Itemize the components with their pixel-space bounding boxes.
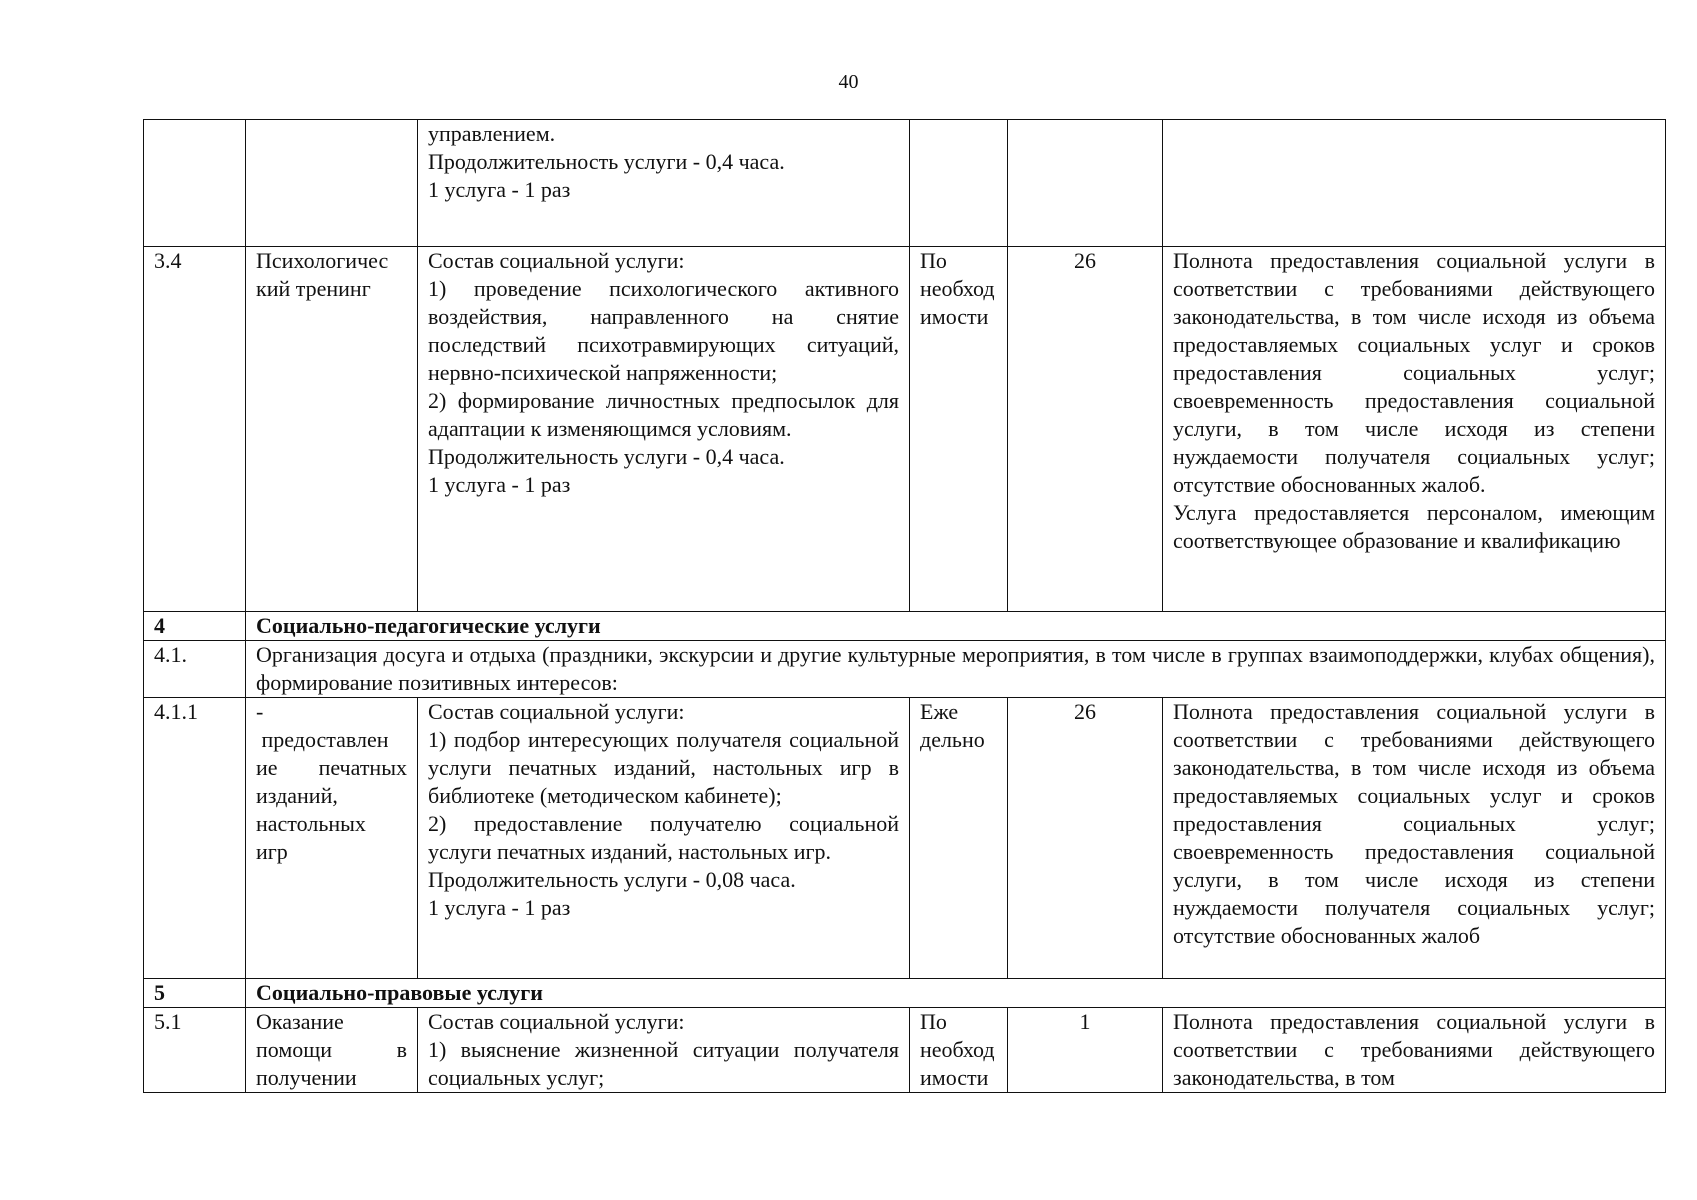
cell-term bbox=[1008, 120, 1163, 247]
table-row-4-1-1 bbox=[144, 698, 1666, 979]
description-line: 1 услуга - 1 раз bbox=[428, 177, 571, 202]
frequency-line: дельно bbox=[920, 727, 985, 752]
cell-num bbox=[144, 120, 246, 247]
cell-frequency bbox=[910, 247, 1008, 612]
quality-paragraph: Услуга предоставляется персоналом, имеющим соответствующее образование и квалификацию bbox=[1173, 500, 1655, 553]
services-table bbox=[143, 119, 1666, 1093]
cell-num: 4.1. bbox=[144, 641, 246, 698]
name-line: настольных bbox=[256, 811, 366, 836]
name-line: помощи в bbox=[256, 1037, 407, 1062]
cell-num: 4.1.1 bbox=[144, 698, 246, 979]
frequency-line: имости bbox=[920, 1065, 989, 1090]
description-line: управлением. bbox=[428, 121, 556, 146]
section-row-4 bbox=[144, 612, 1666, 641]
description-line: Продолжительность услуги - 0,4 часа. bbox=[428, 149, 785, 174]
description-paragraph: 1) подбор интересующих получателя социальной услуги печатных изданий, настольных игр в библиотеке (методическом кабинете); bbox=[428, 727, 899, 808]
cell-description bbox=[418, 698, 910, 979]
description-paragraph: 1 услуга - 1 раз bbox=[428, 895, 571, 920]
cell-frequency bbox=[910, 120, 1008, 247]
cell-description bbox=[418, 1008, 910, 1093]
cell-quality bbox=[1163, 1008, 1666, 1093]
description-paragraph: Продолжительность услуги - 0,4 часа. bbox=[428, 444, 785, 469]
frequency-line: По bbox=[920, 248, 947, 273]
section-title: Социально-правовые услуги bbox=[246, 979, 1666, 1008]
table-row-4-1 bbox=[144, 641, 1666, 698]
cell-num: 3.4 bbox=[144, 247, 246, 612]
name-line: Психологичес bbox=[256, 248, 389, 273]
cell-name bbox=[246, 247, 418, 612]
name-line: Оказание bbox=[256, 1009, 344, 1034]
section-num: 5 bbox=[144, 979, 246, 1008]
section-title: Социально-педагогические услуги bbox=[246, 612, 1666, 641]
frequency-line: необход bbox=[920, 1037, 995, 1062]
cell-quality bbox=[1163, 120, 1666, 247]
section-row-5 bbox=[144, 979, 1666, 1008]
name-line: изданий, bbox=[256, 783, 338, 808]
page-number: 40 bbox=[838, 71, 859, 93]
cell-frequency bbox=[910, 1008, 1008, 1093]
quality-paragraph: Полнота предоставления социальной услуги в соответствии с требованиями действующего законодательства, в том bbox=[1173, 1009, 1655, 1090]
description-paragraph: Состав социальной услуги: bbox=[428, 1009, 685, 1034]
description-paragraph: 1) проведение психологического активного воздействия, направленного на снятие последствий психотравмирующих ситуаций, нервно-психической напряженности; bbox=[428, 276, 899, 385]
description-paragraph: 1) выяснение жизненной ситуации получателя социальных услуг; bbox=[428, 1037, 899, 1090]
cell-description bbox=[418, 120, 910, 247]
cell-term: 26 bbox=[1008, 247, 1163, 612]
table-row-continuation bbox=[144, 120, 1666, 247]
cell-quality bbox=[1163, 698, 1666, 979]
table-row-5-1 bbox=[144, 1008, 1666, 1093]
frequency-line: По bbox=[920, 1009, 947, 1034]
frequency-line: Еже bbox=[920, 699, 959, 724]
cell-frequency bbox=[910, 698, 1008, 979]
cell-num: 5.1 bbox=[144, 1008, 246, 1093]
quality-paragraph: Полнота предоставления социальной услуги в соответствии с требованиями действующего законодательства, в том числе исходя из объема предоставляемых социальных услуг и сроков предоставления социальных услуг; своевременность предоставления социальной услуги, в том числе исходя из степени нуждаемости получателя социальных услуг; отсутствие обоснованных жалоб bbox=[1173, 699, 1655, 948]
description-paragraph: Состав социальной услуги: bbox=[428, 699, 685, 724]
name-line: - bbox=[256, 699, 264, 724]
name-line: получении bbox=[256, 1065, 357, 1090]
table-row-3-4 bbox=[144, 247, 1666, 612]
description-paragraph: Продолжительность услуги - 0,08 часа. bbox=[428, 867, 796, 892]
cell-term: 26 bbox=[1008, 698, 1163, 979]
cell-description bbox=[418, 247, 910, 612]
frequency-line: необход bbox=[920, 276, 995, 301]
cell-term: 1 bbox=[1008, 1008, 1163, 1093]
cell-name bbox=[246, 698, 418, 979]
name-line: предоставлен bbox=[256, 727, 389, 752]
description-paragraph: 2) предоставление получателю социальной услуги печатных изданий, настольных игр. bbox=[428, 811, 899, 864]
cell-subsection-text: Организация досуга и отдыха (праздники, экскурсии и другие культурные мероприятия, в том числе в группах взаимоподдержки, клубах общения), формирование позитивных интересов: bbox=[246, 641, 1666, 698]
frequency-line: имости bbox=[920, 304, 989, 329]
name-line: кий тренинг bbox=[256, 276, 371, 301]
cell-name bbox=[246, 120, 418, 247]
name-line: игр bbox=[256, 839, 288, 864]
name-line: ие печатных bbox=[256, 755, 407, 780]
cell-quality bbox=[1163, 247, 1666, 612]
quality-paragraph: Полнота предоставления социальной услуги в соответствии с требованиями действующего законодательства, в том числе исходя из объема предоставляемых социальных услуг и сроков предоставления социальных услуг; своевременность предоставления социальной услуги, в том числе исходя из степени нуждаемости получателя социальных услуг; отсутствие обоснованных жалоб. bbox=[1173, 248, 1655, 497]
description-paragraph: Состав социальной услуги: bbox=[428, 248, 685, 273]
section-num: 4 bbox=[144, 612, 246, 641]
cell-name bbox=[246, 1008, 418, 1093]
description-paragraph: 2) формирование личностных предпосылок для адаптации к изменяющимся условиям. bbox=[428, 388, 899, 441]
description-paragraph: 1 услуга - 1 раз bbox=[428, 472, 571, 497]
